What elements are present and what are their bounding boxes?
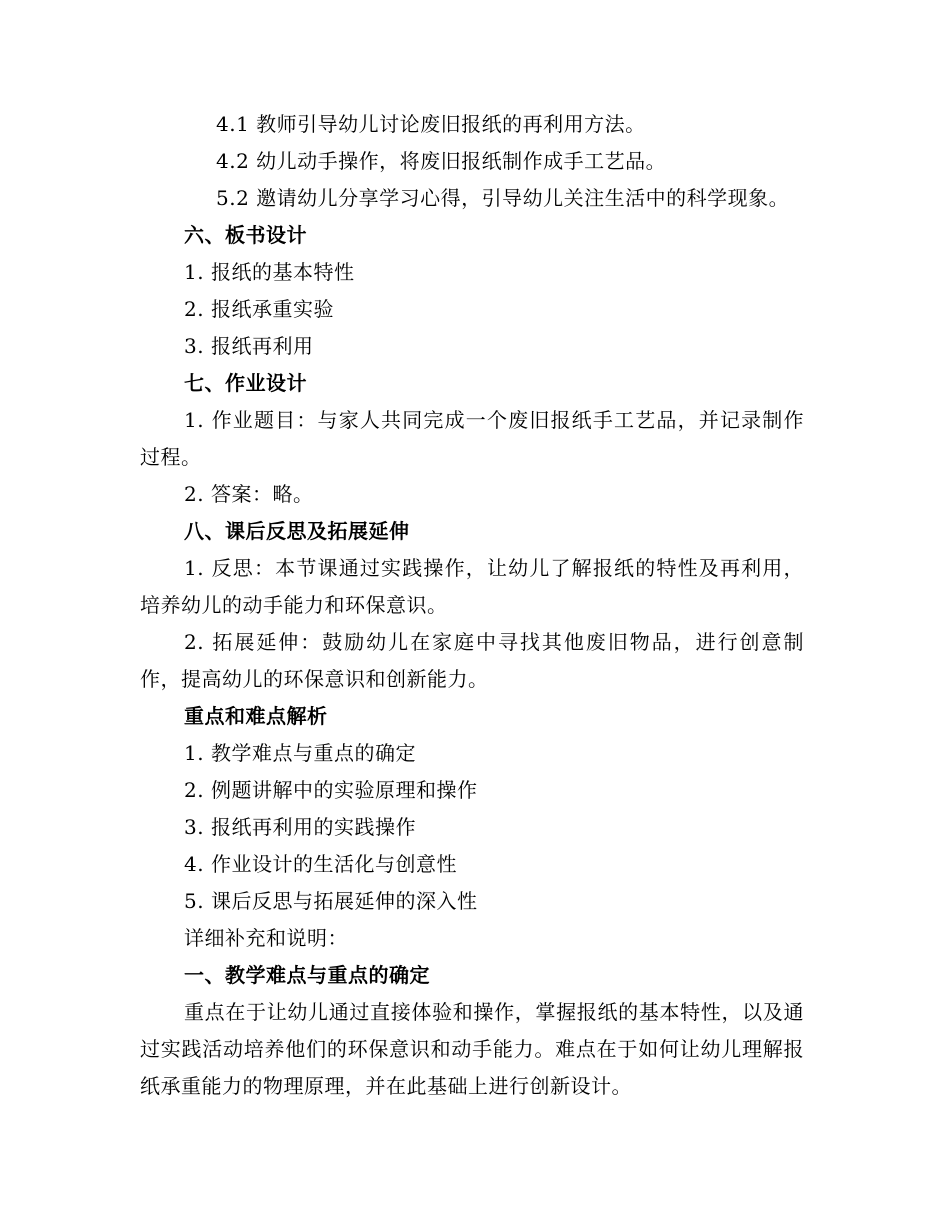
list-item: 1. 教学难点与重点的确定 [184, 741, 416, 765]
section-heading: 六、板书设计 [184, 223, 307, 247]
details-label: 详细补充和说明： [184, 926, 348, 950]
list-item: 3. 报纸再利用的实践操作 [184, 815, 416, 839]
text-line: 4.1 教师引导幼儿讨论废旧报纸的再利用方法。 [216, 112, 646, 136]
paragraph: 1. 反思：本节课通过实践操作，让幼儿了解报纸的特性及再利用，培养幼儿的动手能力和环保意识。 [140, 556, 804, 617]
list-item: 3. 报纸再利用 [184, 334, 314, 358]
paragraph: 2. 拓展延伸：鼓励幼儿在家庭中寻找其他废旧物品，进行创意制作，提高幼儿的环保意识和创新能力。 [140, 630, 804, 691]
list-item: 1. 报纸的基本特性 [184, 260, 355, 284]
section-heading: 八、课后反思及拓展延伸 [184, 519, 410, 543]
section-heading: 重点和难点解析 [184, 704, 328, 728]
text-line: 4.2 幼儿动手操作，将废旧报纸制作成手工艺品。 [216, 149, 667, 173]
text-line: 2. 答案：略。 [184, 482, 314, 506]
list-item: 2. 例题讲解中的实验原理和操作 [184, 778, 478, 802]
list-item: 5. 课后反思与拓展延伸的深入性 [184, 889, 478, 913]
section-heading: 七、作业设计 [184, 371, 307, 395]
list-item: 2. 报纸承重实验 [184, 297, 334, 321]
text-line: 5.2 邀请幼儿分享学习心得，引导幼儿关注生活中的科学现象。 [216, 186, 790, 210]
list-item: 4. 作业设计的生活化与创意性 [184, 852, 457, 876]
section-heading: 一、教学难点与重点的确定 [184, 963, 430, 987]
paragraph: 1. 作业题目：与家人共同完成一个废旧报纸手工艺品，并记录制作过程。 [140, 408, 804, 469]
paragraph: 重点在于让幼儿通过直接体验和操作，掌握报纸的基本特性，以及通过实践活动培养他们的环保意识和动手能力。难点在于如何让幼儿理解报纸承重能力的物理原理，并在此基础上进行创新设计。 [140, 1000, 804, 1098]
document-page [140, 106, 810, 1105]
